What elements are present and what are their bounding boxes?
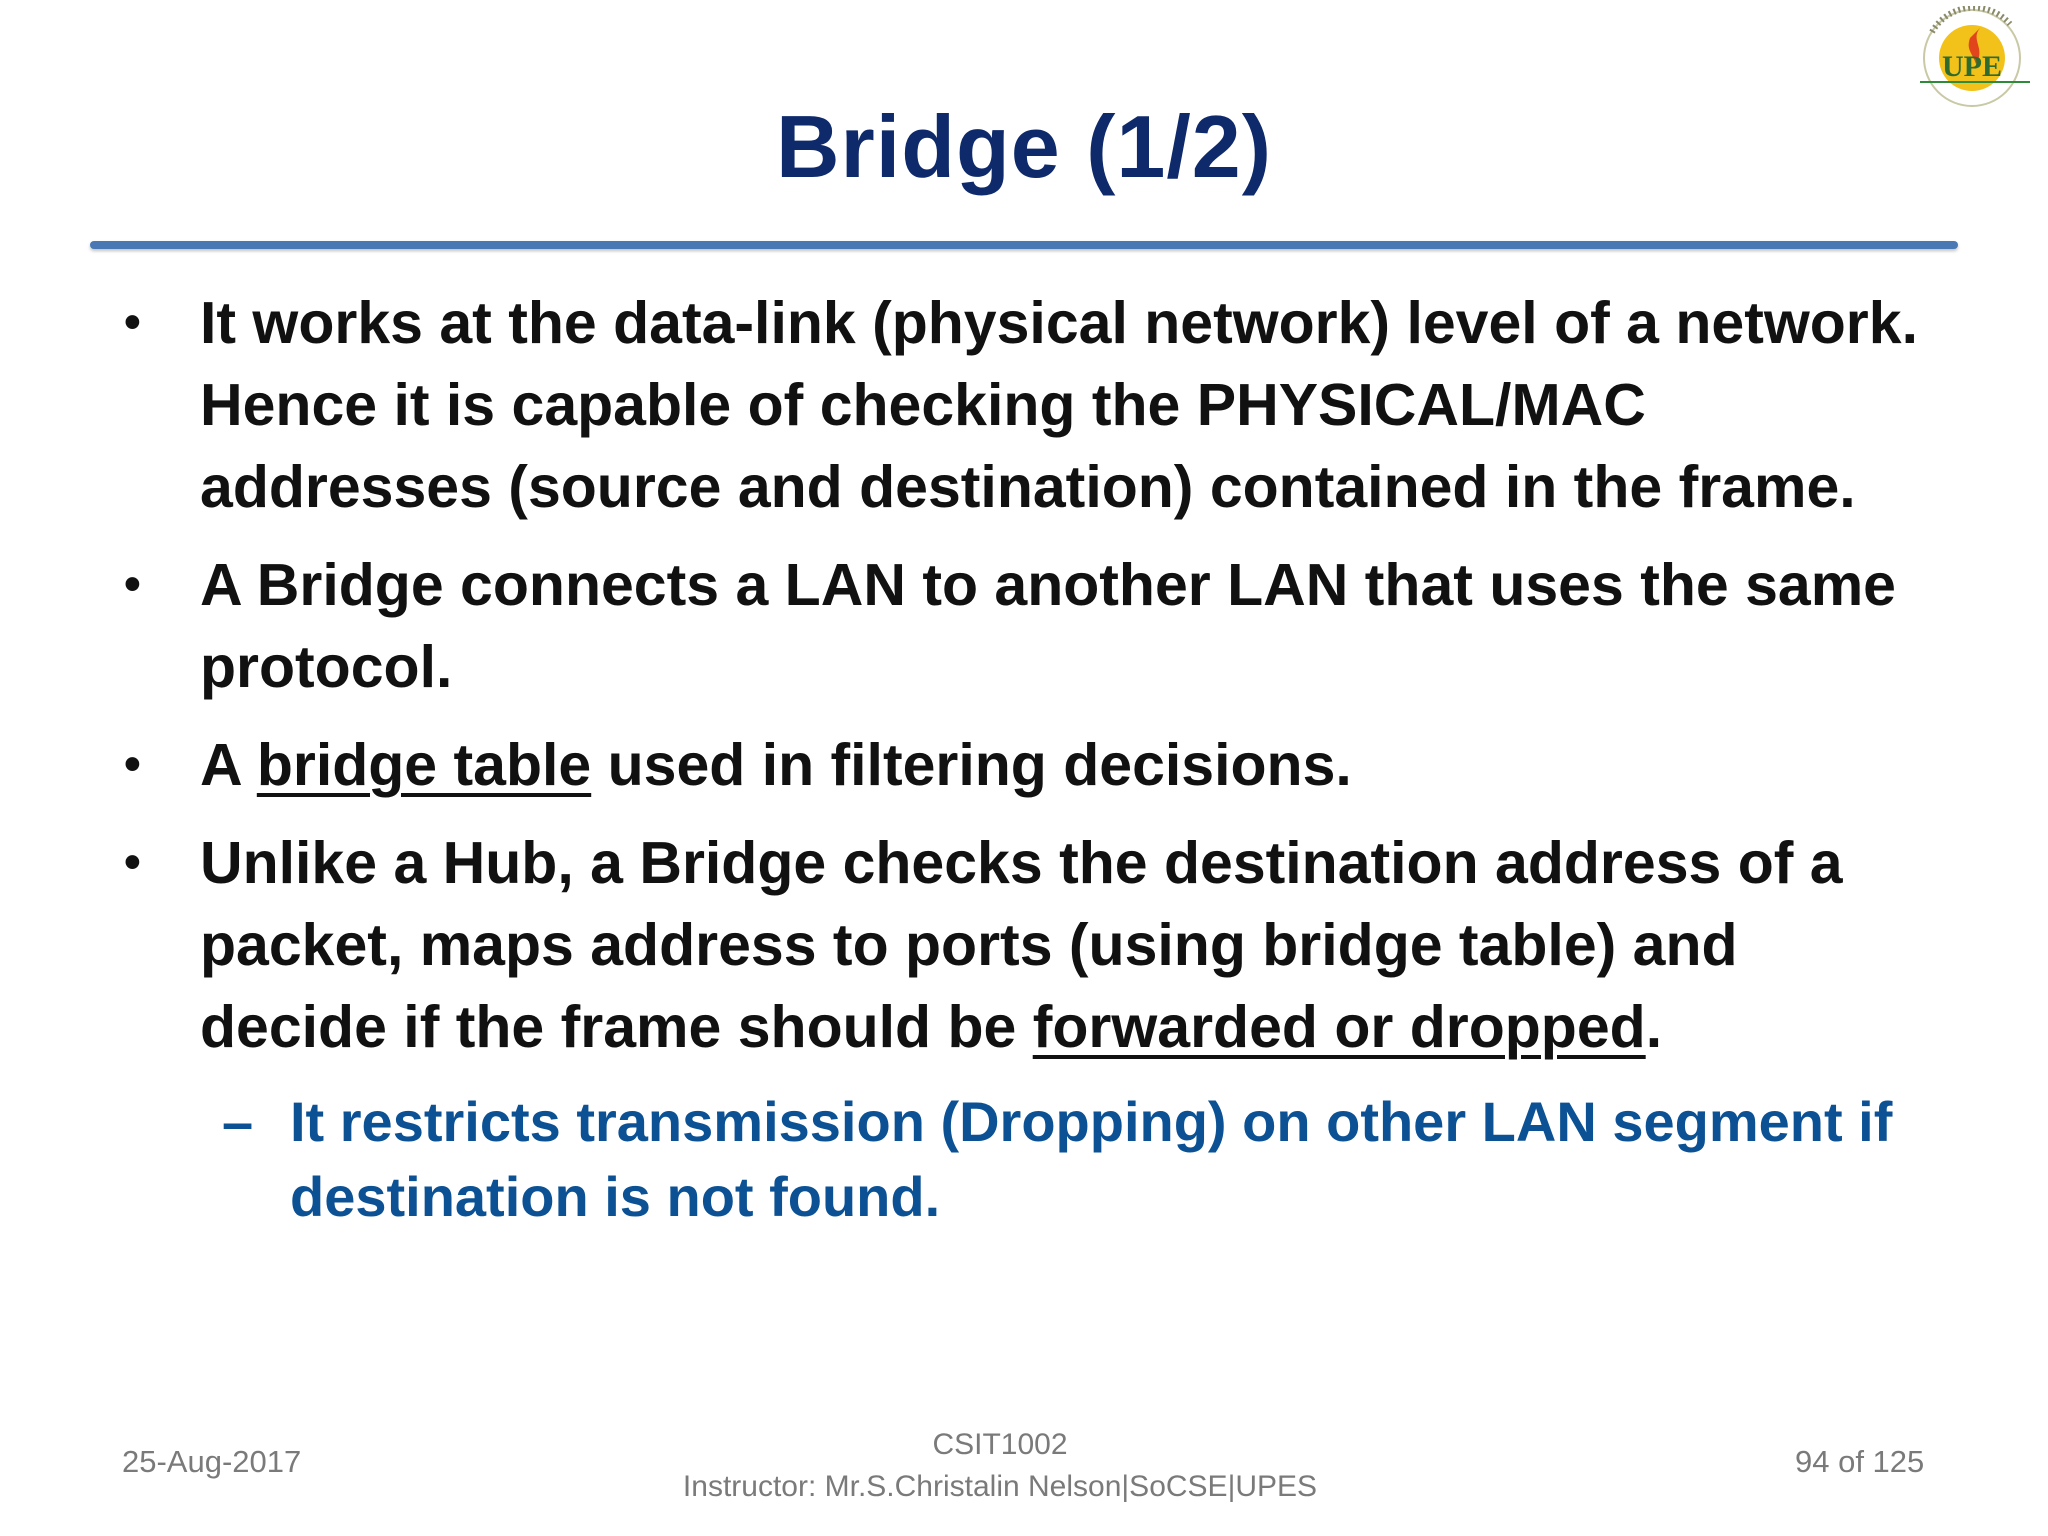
bullet-text-prefix: Unlike a Hub, a Bridge checks the destination address of a packet, maps address to ports (using bridge table) and decide if the frame should be: [200, 830, 1843, 1060]
bullet-text: A Bridge connects a LAN to another LAN that uses the same protocol.: [200, 552, 1896, 700]
sub-bullet-text: It restricts transmission (Dropping) on other LAN segment if destination is not found.: [290, 1090, 1893, 1228]
bullet-marker: •: [124, 296, 141, 349]
svg-text:UPE: UPE: [1942, 50, 2002, 83]
footer-date: 25-Aug-2017: [122, 1444, 302, 1479]
bullet-list: [120, 282, 1940, 1234]
bullet-item: [120, 544, 1940, 708]
bullet-marker: •: [124, 558, 141, 611]
sub-bullet-marker: –: [222, 1090, 254, 1153]
footer-course-info: [0, 1424, 2000, 1508]
bullet-text-suffix: .: [1645, 994, 1663, 1060]
sub-bullet-item: [120, 1084, 1940, 1234]
bullet-item: [120, 282, 1940, 528]
underlined-term: forwarded or dropped: [1032, 994, 1646, 1060]
footer-page-number: 94 of 125: [1795, 1444, 1925, 1479]
slide-title: Bridge (1/2): [775, 97, 1273, 196]
underlined-term: bridge table: [256, 732, 592, 798]
bullet-marker: •: [124, 738, 141, 791]
bullet-item: [120, 724, 1940, 806]
bullet-marker: •: [124, 836, 141, 889]
title-divider: [90, 241, 1958, 249]
bullet-text-prefix: A: [200, 732, 257, 798]
bullet-text-suffix: used in filtering decisions.: [591, 732, 1352, 798]
bullet-item: [120, 822, 1940, 1068]
footer-instructor: Instructor: Mr.S.Christalin Nelson|SoCSE|UPES: [682, 1470, 1318, 1503]
footer-course-code: CSIT1002: [932, 1428, 1068, 1461]
bullet-text: It works at the data-link (physical network) level of a network. Hence it is capable of checking the PHYSICAL/MAC addresses (source and destination) contained in the frame.: [200, 290, 1918, 520]
